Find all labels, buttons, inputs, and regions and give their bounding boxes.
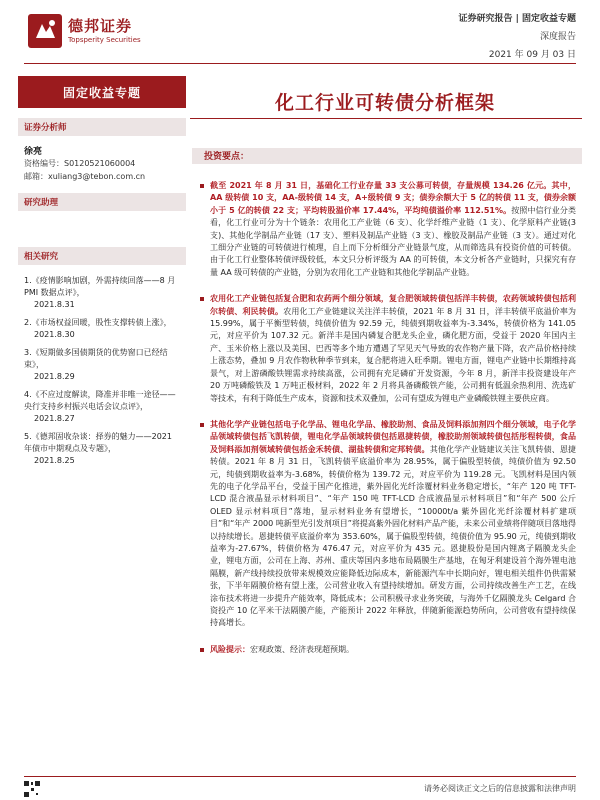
assistant-heading: 研究助理 [18, 193, 186, 211]
point-agro-chain: 农用化工产业链包括复合肥和农药两个细分领域，复合肥领域转债包括洋丰转债，农药领域转债包括利尔转债、利民转债。农用化工产业链建议关注洋丰转债，2021 年 8 月 31 日，洋丰转债平底溢价率为 15.99%，属于平衡型转债，纯债价值为 92.59 元，纯债到期收益率为-3.34%，转债价格为 141.05 元，对应平价为 107.32 元。新洋丰是国内磷复合肥龙头企业，磷化肥方面，受益于 2020 年国内主产、玉米价格上涨以及美国、巴西等多个地方遭遇了罕见天气导致的农作物产量下降，农产品价格持续上涨态势，叠加 9 月农作物秋种季节到来，复合肥将进入旺季期。锂电方面，锂电产业链中长期维持高景气，对上游磷酸铁锂需求持续高涨，公司拥有充足磷矿开发资源，今年 8 月，新洋丰投资建设年产 20 万吨磷酸铁及 1 万吨正极材料，2022 年 2 月将具备磷酸铁产能，公司拥有低温余热利用、洗选矿等技术，有利于降低生产成本，资源和技术双叠加，公司有望成为锂电产业磷酸铁锂主要供应商。 [200, 293, 576, 405]
analyst-name: 徐亮 [24, 147, 43, 157]
related-item[interactable]: 5.《德邦固收杂谈：择券的魅力——2021 年债市中期观点及专题》， 2021.8.25 [24, 432, 172, 465]
qr-code-icon [24, 781, 40, 797]
analyst-email[interactable]: 邮箱：xuliang3@tebon.com.cn [24, 172, 146, 181]
key-points [200, 170, 576, 656]
analyst-heading: 证券分析师 [18, 118, 186, 136]
analyst-cert: 资格编号：S0120521060004 [24, 159, 136, 168]
report-date: 2021 年 09 月 03 日 [488, 50, 576, 60]
footer-divider [24, 776, 576, 777]
related-item[interactable]: 1.《疫情影响加剧，外需持续回落——8 月 PMI 数据点评》， 2021.8.31 [24, 276, 176, 309]
footer-disclaimer: 请务必阅读正文之后的信息披露和法律声明 [424, 784, 576, 793]
header-divider [24, 63, 576, 64]
point-other-chemicals: 其他化学产业链包括电子化学品、锂电化学品、橡胶助剂、食品及饲料添加剂四个细分领域，电子化学品领域转债包括飞凯转债，锂电化学品领域转债包括恩捷转债，橡胶助剂领域转债包括彤程转债，食品及饲料添加剂领域转债包括金禾转债、湖盐转债和定邦转债。其他化学产业链建议关注飞凯转债、恩捷转债。2021 年 8 月 31 日，飞凯转债平底溢价率为 28.95%，属于偏股型转债，纯债价值为 92.50 元，纯债到期收益率为-3.68%，转债价格为 139.72 元，对应平价为 119.28 元。飞凯材料是国内领先的电子化学品平台，受益于国产化推进，紫外固化光纤涂覆材料业务稳定增长，“年产 120 吨 TFT-LCD 混合液晶显示材料项目”、“年产 150 吨 TFT-LCD 合成液晶显示材料项目”和“年产 500 公斤 OLED 显示材料项目”落地，显示材料业务有望增长，“10000t/a 紫外固化光纤涂覆材料扩建项目”和“年产 2000 吨新型光引发剂项目”将提高紫外固化材料产品产能，未来公司业绩将伴随项目落地得以持续增长。恩捷转债平底溢价率为 353.60%，属于偏股型转债，纯债价值为 95.90 元，纯债到期收益率为-27.67%，转债价格为 476.47 元，对应平价为 435 元。恩捷股份是国内锂离子隔膜龙头企业，锂电方面，公司在上海、苏州、重庆等国内多地布局隔膜生产基地，在匈牙利建设首个海外锂电池隔膜，新产线持续投放带来规模效应能降低边际成本，新能源汽车中长期向好，锂电相关组件仍供需紧张，下半年隔膜价格有望上涨，公司营业收入有望持续增加。研发方面，公司持续改善生产工艺，在线涂布技术将进一步提升产能效率，降低成本；公司积极寻求业务突破，与海外千亿隔膜龙头 Celgard 合资投产 10 亿平米干法隔膜产能，产能预计 2022 年释放，伴随新能源趋势所向，公司营收有望持续保持高增长。 [200, 419, 576, 630]
related-heading: 相关研究 [18, 247, 186, 265]
points-heading: 投资要点： [204, 152, 250, 162]
title-divider [190, 118, 582, 119]
category-banner: 固定收益专题 [18, 76, 186, 108]
point-risk: 风险提示：宏观政策、经济表现超预期。 [200, 644, 576, 656]
logo-name-cn: 德邦证券 [68, 17, 133, 35]
left-sidebar [18, 76, 186, 467]
point-industry-overview: 截至 2021 年 8 月 31 日，基础化工行业存量 33 支公募可转债，存量规模 134.26 亿元。其中，AA 级转债 10 支，AA-级转债 14 支，A+级转债 9 支；债券余额大于 5 亿的转债 11 支，债券余额小于 5 亿的转债 22 支；平均转股溢价率 17.44%，平均纯债溢价率 112.51%。按照中信行业分类看，化工行业可分为十个链条：农用化工产业链（6 支）、化学纤维产业链（1 支）、化学原料产业链(3 支)、其他化学制品产业链（17 支）、塑料及制品产业链（3 支）、橡胶及制品产业链（3 支）。通过对化工细分产业链的可转债进行梳理，自上而下分析细分产业链景气度，从而筛选具有投资价值的可转债。由于化工行业整体转债评级较低，本文只分析评级为 AA 的可转债，本文分析各产业链时，只探究有存量 AA 级可转债的产业链，分别为农用化工产业链和其他化学制品产业链。 [200, 180, 576, 279]
points-bar [192, 148, 582, 164]
related-item[interactable]: 3.《短期做多国债期货的优势窗口已经结束》， 2021.8.29 [24, 348, 168, 381]
logo-mark-icon [28, 14, 62, 48]
assistant-section [18, 193, 186, 237]
report-subtype: 深度报告 [539, 32, 576, 42]
report-meta [458, 10, 576, 64]
brand-logo [28, 12, 178, 50]
related-item[interactable]: 2.《市场权益回暖，股性支撑转债上涨》， 2021.8.30 [24, 318, 172, 339]
related-item[interactable]: 4.《不应过度解读，降准并非唯一途径——央行支持乡村振兴电话会议点评》， 2021.8.27 [24, 390, 176, 423]
analyst-section [18, 118, 186, 183]
related-section [18, 247, 186, 467]
report-type: 证券研究报告 | 固定收益专题 [458, 14, 576, 24]
page-title: 化工行业可转债分析框架 [274, 92, 495, 114]
related-list [18, 265, 186, 467]
logo-name-en: Topsperity Securities [68, 36, 141, 44]
